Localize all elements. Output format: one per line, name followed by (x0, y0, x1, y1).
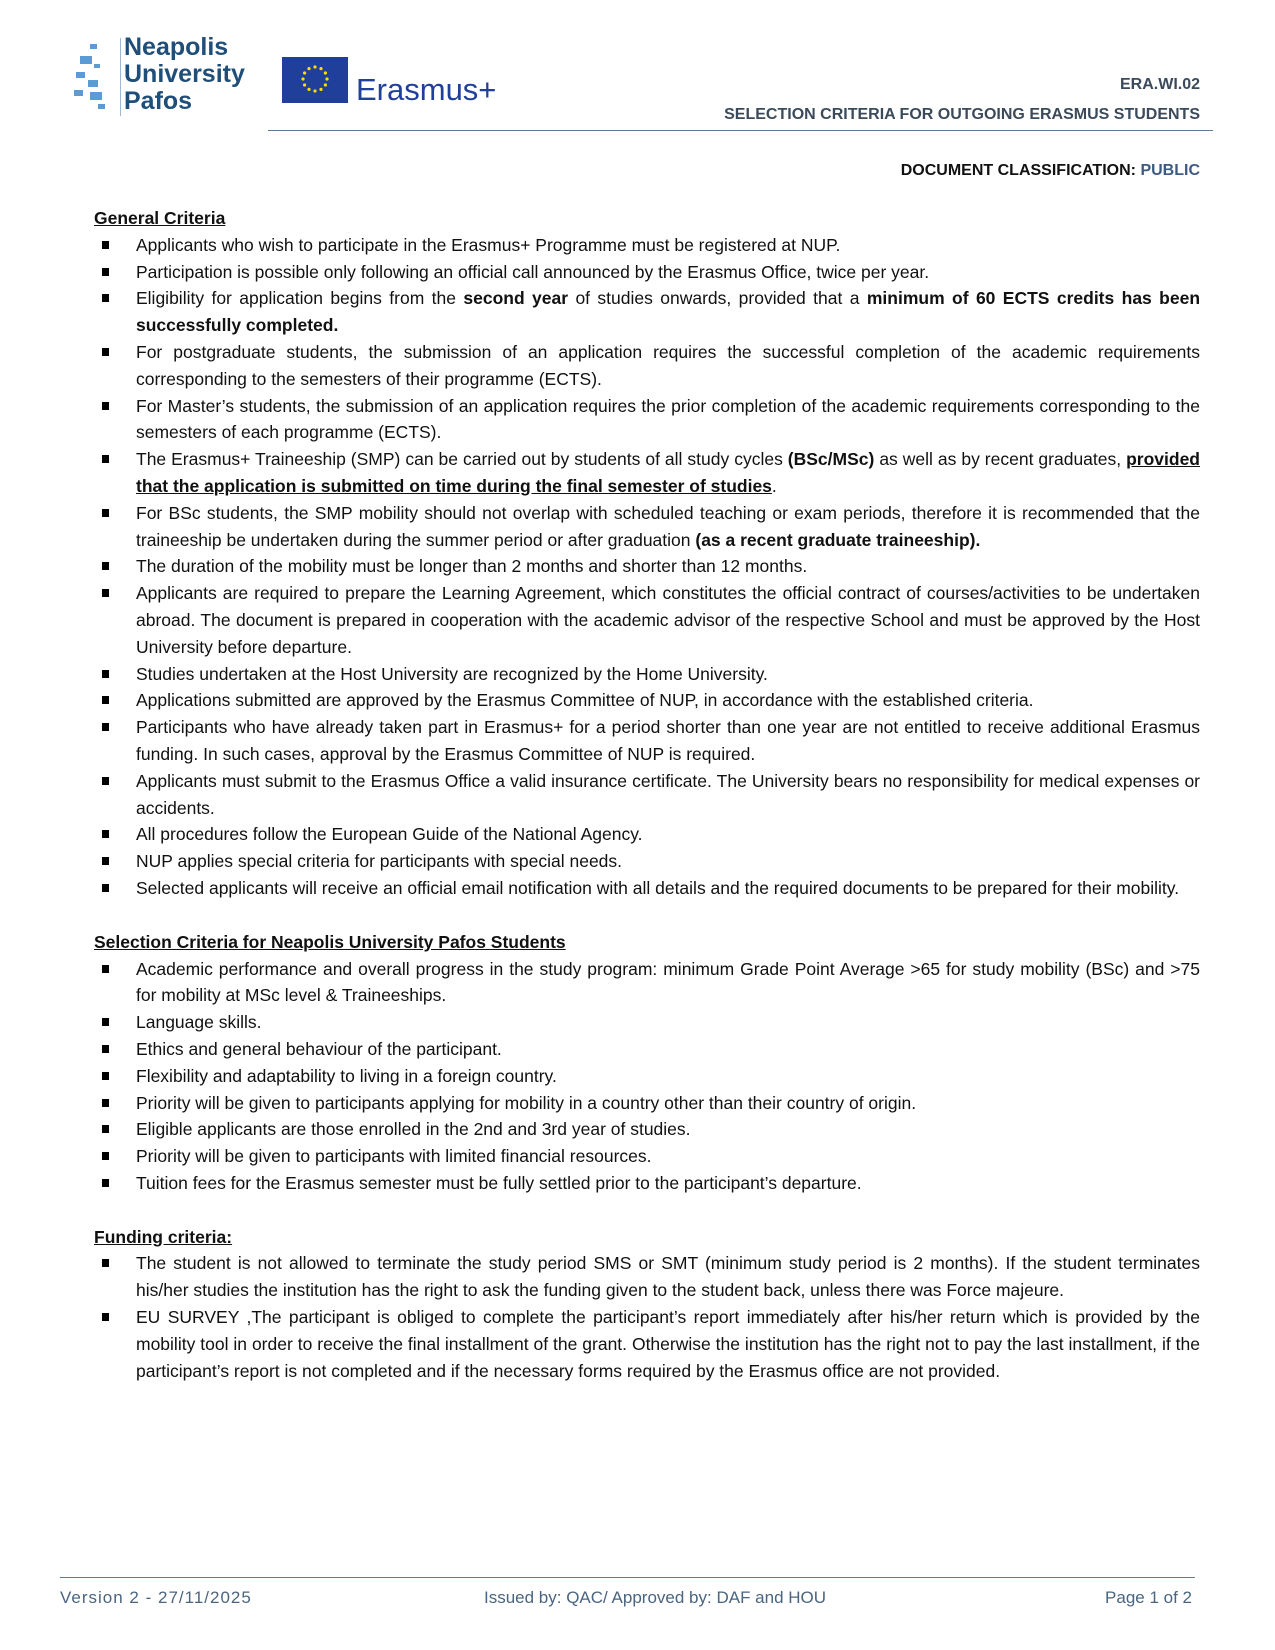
classification-value: PUBLIC (1140, 162, 1200, 179)
square-bullet-icon (102, 509, 109, 517)
square-bullet-icon (102, 1072, 109, 1080)
footer-divider (60, 1577, 1195, 1578)
list-item-text: Ethics and general behaviour of the participant. (136, 1038, 502, 1059)
list-item (94, 553, 1200, 580)
list-item-text: Selected applicants will receive an official email notification with all details and the required documents to be prepared for their mobility. (136, 877, 1180, 898)
document-body (94, 205, 1200, 1384)
list-item-text: Academic performance and overall progress in the study program: minimum Grade Point Average >65 for study mobility (BSc) and >75 for mobility at MSc level & Traineeships. (136, 958, 1200, 1006)
list-item (94, 1063, 1200, 1090)
list-item (94, 848, 1200, 875)
list-item (94, 446, 1200, 500)
list-item-text: For postgraduate students, the submission of an application requires the successful completion of the academic requirements corresponding to the semesters of their programme (ECTS). (136, 341, 1200, 389)
square-bullet-icon (102, 1152, 109, 1160)
section-heading: General Criteria (94, 208, 226, 228)
square-bullet-icon (102, 348, 109, 356)
list-item-text: Language skills. (136, 1012, 262, 1033)
list-item-text: Applications submitted are approved by the Erasmus Committee of NUP, in accordance with the established criteria. (136, 690, 1034, 711)
square-bullet-icon (102, 670, 109, 678)
list-item (94, 285, 1200, 339)
list-item-text: The student is not allowed to terminate the study period SMS or SMT (minimum study period is 2 months). If the student terminates his/her studies the institution has the right to ask the funding given to the student back, unless there was Force majeure. (136, 1253, 1200, 1301)
header-divider (268, 130, 1213, 131)
list-item-text: All procedures follow the European Guide of the National Agency. (136, 824, 643, 845)
list-item (94, 500, 1200, 554)
list-item-text: For BSc students, the SMP mobility should not overlap with scheduled teaching or exam periods, therefore it is recommended that the traineeship be undertaken during the summer period or after graduation (as a recent graduate traineeship). (136, 502, 1200, 550)
list-item-text: Applicants who wish to participate in the Erasmus+ Programme must be registered at NUP. (136, 234, 841, 255)
list-item (94, 821, 1200, 848)
list-item-text: Tuition fees for the Erasmus semester must be fully settled prior to the participant’s departure. (136, 1172, 862, 1193)
logo-line-1: Neapolis (124, 33, 229, 61)
square-bullet-icon (102, 723, 109, 731)
square-bullet-icon (102, 1045, 109, 1053)
logo-divider (120, 38, 121, 116)
square-bullet-icon (102, 402, 109, 410)
list-item (94, 1304, 1200, 1384)
section-spacer (94, 902, 1200, 929)
list-item-text: Eligible applicants are those enrolled in the 2nd and 3rd year of studies. (136, 1119, 691, 1140)
list-item-text: Studies undertaken at the Host University are recognized by the Home University. (136, 663, 768, 684)
list-item-text: Priority will be given to participants with limited financial resources. (136, 1146, 652, 1167)
list-item (94, 875, 1200, 902)
square-bullet-icon (102, 857, 109, 865)
list-item (94, 1090, 1200, 1117)
list-item-text: Participants who have already taken part in Erasmus+ for a period shorter than one year are not entitled to receive additional Erasmus funding. In such cases, approval by the Erasmus Committee of NUP is required. (136, 717, 1200, 764)
classification-label: DOCUMENT CLASSIFICATION: (900, 162, 1136, 179)
square-bullet-icon (102, 562, 109, 570)
list-item (94, 1143, 1200, 1170)
square-bullet-icon (102, 1099, 109, 1107)
square-bullet-icon (102, 589, 109, 597)
criteria-list (94, 232, 1200, 902)
list-item (94, 393, 1200, 447)
logo-line-3: Pafos (124, 87, 193, 115)
square-bullet-icon (102, 455, 109, 463)
document-title: SELECTION CRITERIA FOR OUTGOING ERASMUS STUDENTS (724, 106, 1200, 123)
square-bullet-icon (102, 268, 109, 276)
square-bullet-icon (102, 830, 109, 838)
square-bullet-icon (102, 777, 109, 785)
square-bullet-icon (102, 1313, 109, 1321)
list-item-text: EU SURVEY ,The participant is obliged to complete the participant’s report immediately after his/her return which is provided by the mobility tool in order to receive the final installment of the grant. Otherwise the institution has the right not to pay the last installment, if the participant’s report is not completed and if the necessary forms required by the Erasmus office are not provided. (136, 1307, 1200, 1381)
criteria-list (94, 1250, 1200, 1384)
section-heading: Selection Criteria for Neapolis University Pafos Students (94, 931, 566, 952)
erasmus-logo-text: Erasmus+ (356, 72, 497, 107)
list-item (94, 1170, 1200, 1197)
document-code: ERA.WI.02 (1119, 76, 1200, 93)
square-bullet-icon (102, 965, 109, 973)
list-item-text: Participation is possible only following an official call announced by the Erasmus Office, twice per year. (136, 261, 930, 282)
list-item (94, 580, 1200, 660)
university-name (124, 34, 245, 115)
list-item (94, 714, 1200, 768)
section-spacer (94, 1197, 1200, 1224)
list-item-text: Priority will be given to participants applying for mobility in a country other than their country of origin. (136, 1092, 917, 1113)
list-item-text: NUP applies special criteria for participants with special needs. (136, 851, 623, 872)
list-item-text: Eligibility for application begins from the second year of studies onwards, provided that a minimum of 60 ECTS credits has been successfully completed. (136, 288, 1201, 336)
document-classification (901, 162, 1200, 180)
list-item-text: Applicants must submit to the Erasmus Office a valid insurance certificate. The University bears no responsibility for medical expenses or accidents. (136, 770, 1200, 818)
list-item-text: The Erasmus+ Traineeship (SMP) can be carried out by students of all study cycles (BSc/MSc) as well as by recent graduates, provided that the application is submitted on time during the final semester of studies. (136, 449, 1200, 496)
square-bullet-icon (102, 884, 109, 892)
nup-logo-marks-icon (74, 42, 114, 112)
list-item-text: For Master’s students, the submission of an application requires the prior completion of the academic requirements corresponding to the semesters of each programme (ECTS). (136, 395, 1200, 443)
list-item (94, 232, 1200, 259)
square-bullet-icon (102, 1125, 109, 1133)
list-item (94, 1116, 1200, 1143)
neapolis-university-logo (74, 34, 264, 120)
logo-line-2: University (124, 60, 245, 88)
list-item (94, 259, 1200, 286)
list-item (94, 1036, 1200, 1063)
square-bullet-icon (102, 241, 109, 249)
list-item (94, 339, 1200, 393)
square-bullet-icon (102, 294, 109, 302)
eu-flag-icon (282, 57, 348, 103)
list-item (94, 687, 1200, 714)
list-item (94, 768, 1200, 822)
footer-page-number: Page 1 of 2 (1105, 1588, 1192, 1607)
list-item (94, 1250, 1200, 1304)
square-bullet-icon (102, 696, 109, 704)
list-item-text: Flexibility and adaptability to living in a foreign country. (136, 1065, 557, 1086)
footer-issued-by: Issued by: QAC/ Approved by: DAF and HOU (484, 1588, 827, 1607)
list-item-text: The duration of the mobility must be longer than 2 months and shorter than 12 months. (136, 556, 808, 577)
list-item (94, 956, 1200, 1010)
list-item (94, 661, 1200, 688)
section-heading: Funding criteria: (94, 1226, 233, 1247)
list-item (94, 1009, 1200, 1036)
footer-version: Version 2 - 27/11/2025 (60, 1588, 252, 1607)
square-bullet-icon (102, 1018, 109, 1026)
square-bullet-icon (102, 1179, 109, 1187)
list-item-text: Applicants are required to prepare the Learning Agreement, which constitutes the official contract of courses/activities to be undertaken abroad. The document is prepared in cooperation with the academic advisor of the respective School and must be approved by the Host University before departure. (136, 583, 1200, 657)
criteria-list (94, 956, 1200, 1197)
square-bullet-icon (102, 1259, 109, 1267)
